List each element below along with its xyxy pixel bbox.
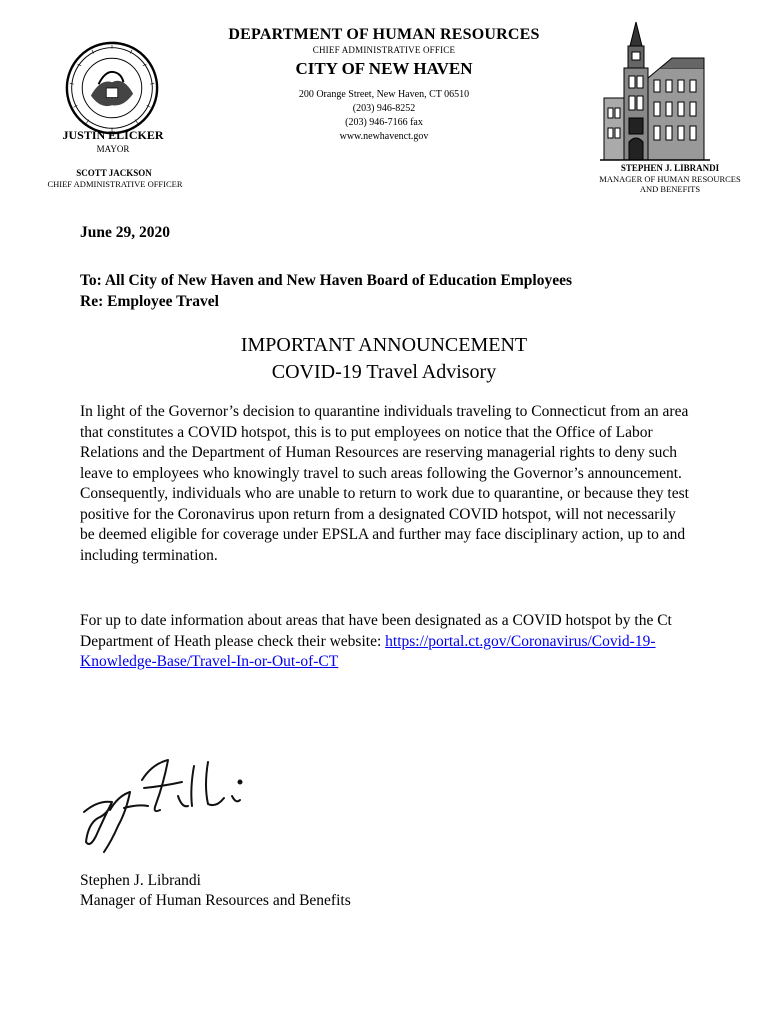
letter-date: June 29, 2020 (80, 224, 170, 241)
signatory-name: Stephen J. Librandi (80, 872, 201, 889)
hr-manager-title (580, 174, 760, 194)
signatory-title: Manager of Human Resources and Benefits (80, 892, 351, 909)
website-line: www.newhavenct.gov (339, 131, 429, 142)
cao-title: CHIEF ADMINISTRATIVE OFFICER (47, 179, 183, 189)
phone-line: (203) 946-8252 (352, 103, 416, 114)
body-paragraph-2-text: For up to date information about areas that have been designated as a COVID hotspot by the Ct Department of Heath please check their website: (80, 612, 672, 650)
city-seal-icon (64, 40, 160, 136)
body-paragraph-1: In light of the Governor’s decision to quarantine individuals traveling to Connecticut from an area that constitutes a COVID hotspot, this is to put employees on notice that the Office of Labor Relations and the Department of Human Resources are reserving managerial rights to deny such leave to employees who knowingly travel to such areas following the Governor’s announcement. Consequently, individuals who are unable to return to work due to quarantine, or because they test positive for the Coronavirus upon return from a designated COVID hotspot, will not necessarily be deemed eligible for coverage under EPSLA and further may face disciplinary action, up to and including termination. (80, 403, 689, 564)
hr-title-line-1: MANAGER OF HUMAN RESOURCES (599, 174, 741, 184)
mayor-name: JUSTIN ELICKER (62, 128, 164, 142)
letter-recipient: To: All City of New Haven and New Haven Board of Education Employees (80, 272, 573, 289)
cao-name: SCOTT JACKSON (76, 168, 152, 178)
announcement-heading: IMPORTANT ANNOUNCEMENT (240, 334, 528, 356)
mayor-title: MAYOR (96, 144, 130, 154)
city-hall-icon (600, 18, 710, 166)
office-subtitle: CHIEF ADMINISTRATIVE OFFICE (312, 45, 456, 55)
department-title: DEPARTMENT OF HUMAN RESOURCES (228, 26, 540, 43)
fax-line: (203) 946-7166 fax (345, 117, 423, 128)
handwritten-signature-icon (78, 752, 278, 862)
city-title: CITY OF NEW HAVEN (295, 59, 473, 78)
travel-advisory-link[interactable]: https://portal.ct.gov/Coronavirus/Covid-19-Knowledge-Base/Travel-In-or-Out-of-CT (80, 632, 656, 670)
address-line: 200 Orange Street, New Haven, CT 06510 (298, 89, 470, 100)
hr-title-line-2: AND BENEFITS (639, 184, 701, 194)
advisory-heading: COVID-19 Travel Advisory (271, 361, 497, 383)
letter-subject: Re: Employee Travel (80, 293, 219, 310)
body-paragraph-2 (80, 611, 690, 673)
hr-manager-name: STEPHEN J. LIBRANDI (620, 163, 720, 173)
